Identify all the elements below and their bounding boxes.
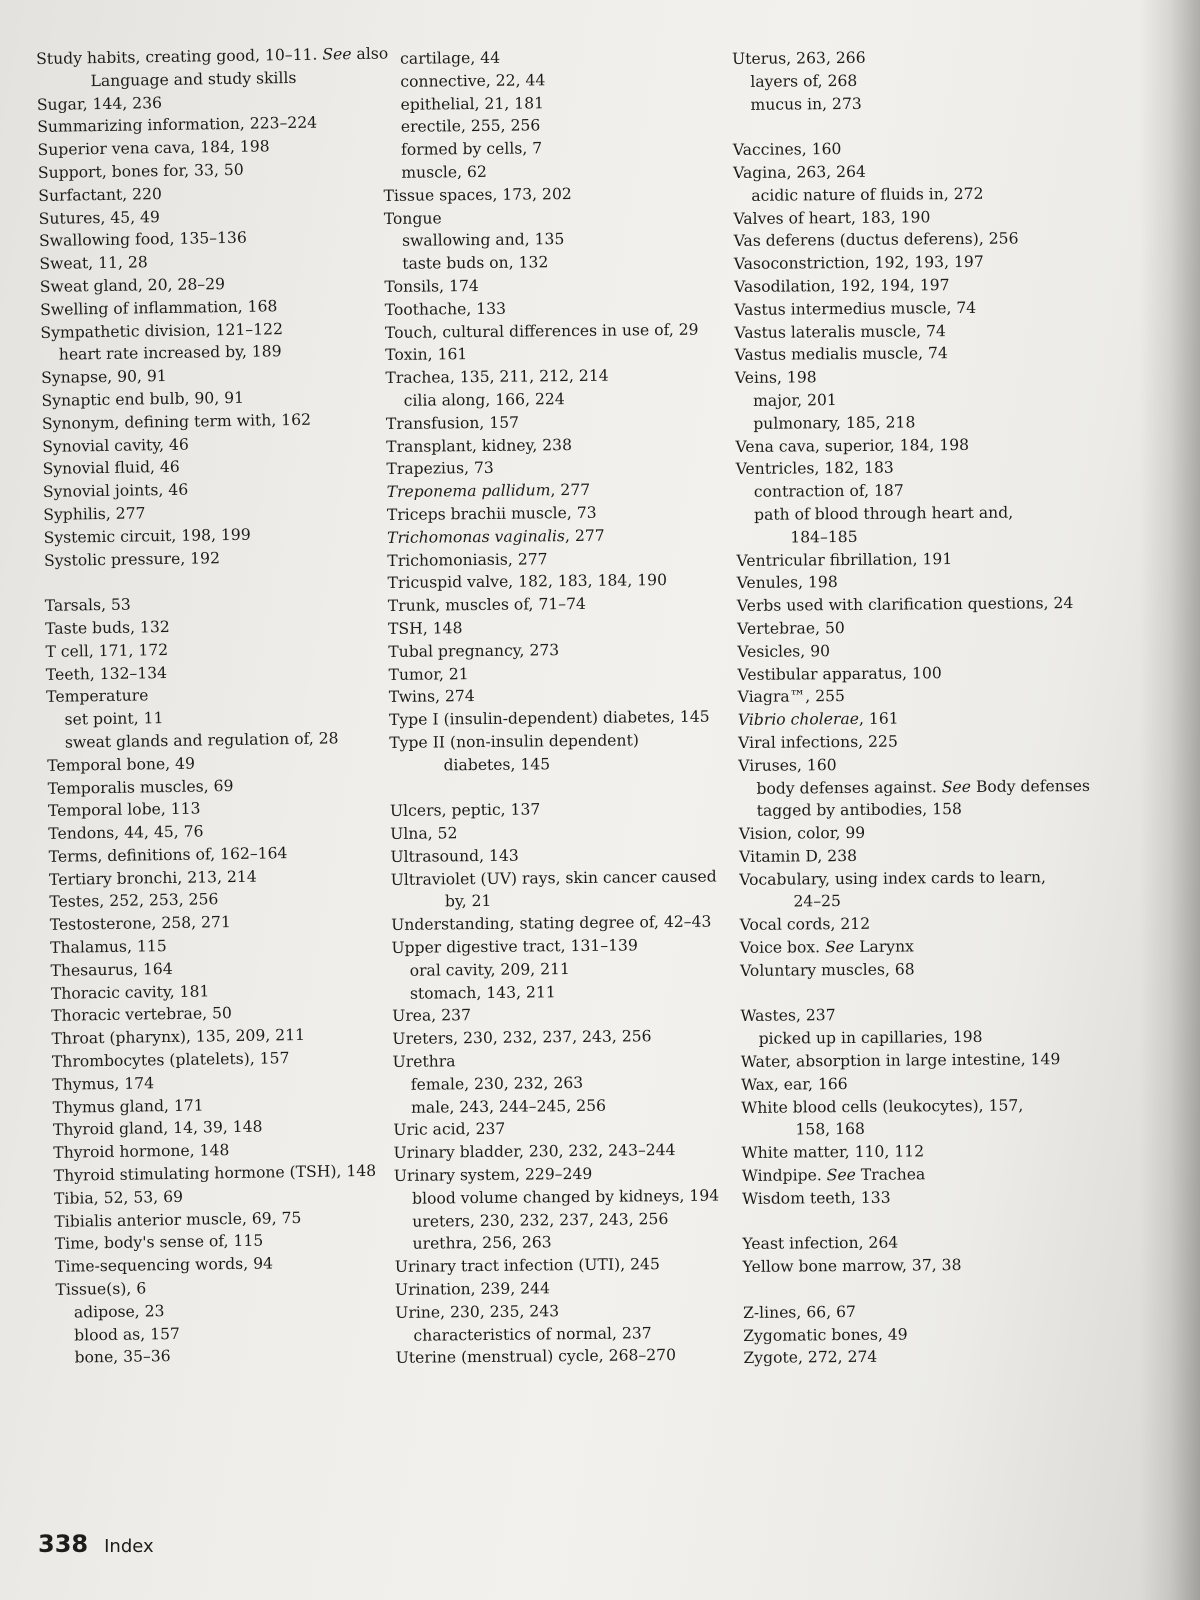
- index-entry: Tissue(s), 6: [55, 1279, 147, 1299]
- index-subentry: cartilage, 44: [400, 48, 501, 68]
- index-subentry: male, 243, 244–245, 256: [411, 1096, 607, 1117]
- index-entry: Tendons, 44, 45, 76: [48, 822, 204, 843]
- index-entry: Support, bones for, 33, 50: [37, 160, 244, 182]
- index-entry: Venules, 198: [736, 573, 838, 593]
- index-subentry: by, 21: [444, 892, 492, 911]
- index-subentry: path of blood through heart and,: [753, 503, 1014, 524]
- index-entry: Urinary tract infection (UTI), 245: [394, 1255, 660, 1277]
- index-entry: Synovial fluid, 46: [42, 458, 180, 479]
- index-subentry: formed by cells, 7: [400, 139, 543, 159]
- index-entry: Superior vena cava, 184, 198: [37, 137, 270, 160]
- index-entry: Valves of heart, 183, 190: [733, 207, 931, 228]
- index-entry: Vaccines, 160: [732, 140, 842, 160]
- index-entry: Wastes, 237: [740, 1006, 836, 1026]
- index-entry: Viral infections, 225: [737, 732, 898, 752]
- index-subentry: adipose, 23: [73, 1301, 165, 1322]
- index-entry: Sweat, 11, 28: [39, 253, 148, 274]
- index-section-gap: [743, 1276, 1103, 1302]
- index-entry: Synapse, 90, 91: [41, 367, 167, 388]
- index-entry: Ulcers, peptic, 137: [389, 800, 541, 821]
- index-subentry: taste buds on, 132: [402, 253, 549, 273]
- index-subentry: 158, 168: [795, 1120, 865, 1139]
- index-entry: Swelling of inflammation, 168: [39, 297, 278, 319]
- index-entry: Yeast infection, 264: [742, 1234, 899, 1254]
- index-entry: Vastus lateralis muscle, 74: [734, 321, 946, 342]
- index-entry: Urea, 237: [392, 1006, 472, 1026]
- index-entry: Transfusion, 157: [385, 413, 520, 433]
- index-subentry: blood volume changed by kidneys, 194: [411, 1186, 720, 1208]
- page-edge-shadow: [1140, 0, 1200, 1600]
- index-entry: Toothache, 133: [384, 299, 507, 319]
- index-subentry: acidic nature of fluids in, 272: [751, 184, 984, 205]
- index-subentry: major, 201: [753, 391, 837, 410]
- index-entry: Vocal cords, 212: [739, 915, 871, 935]
- index-entry: Tongue: [383, 208, 442, 228]
- index-entry: Time, body's sense of, 115: [54, 1232, 264, 1254]
- index-entry: Urination, 239, 244: [394, 1279, 551, 1299]
- index-entry: Type I (insulin-dependent) diabetes, 145: [388, 707, 710, 730]
- index-entry: Tibialis anterior muscle, 69, 75: [54, 1208, 302, 1231]
- index-entry: Ureters, 230, 232, 237, 243, 256: [392, 1027, 652, 1049]
- index-entry: Vision, color, 99: [738, 823, 866, 844]
- index-entry: Wax, ear, 166: [740, 1074, 848, 1094]
- page-footer: [38, 1530, 154, 1558]
- index-entry: Uterus, 263, 266: [732, 48, 866, 68]
- index-subentry: bone, 35–36: [74, 1347, 171, 1367]
- index-entry: Surfactant, 220: [38, 184, 162, 205]
- index-entry: Sympathetic division, 121–122: [40, 319, 284, 342]
- index-subentry: layers of, 268: [750, 71, 858, 91]
- index-entry: Thyroid gland, 14, 39, 148: [52, 1118, 263, 1140]
- index-entry: Sugar, 144, 236: [36, 93, 163, 114]
- index-entry: Temporal bone, 49: [47, 754, 196, 775]
- index-subentry: stomach, 143, 211: [409, 982, 556, 1003]
- index-entry: Vibrio cholerae, 161: [737, 709, 899, 730]
- index-entry: Tonsils, 174: [384, 276, 479, 296]
- index-entry: Urinary system, 229–249: [393, 1164, 593, 1185]
- index-entry: Transplant, kidney, 238: [386, 435, 573, 456]
- index-entry: TSH, 148: [387, 619, 463, 638]
- index-entry: Thoracic cavity, 181: [50, 982, 210, 1003]
- index-subentry: characteristics of normal, 237: [413, 1323, 652, 1345]
- index-entry: Ultraviolet (UV) rays, skin cancer caused: [390, 867, 717, 889]
- index-subentry: muscle, 62: [401, 162, 487, 182]
- index-entry: T cell, 171, 172: [45, 640, 169, 661]
- index-entry: Triceps brachii muscle, 73: [386, 503, 597, 524]
- index-entry: Systemic circuit, 198, 199: [43, 525, 251, 547]
- index-section-gap: [733, 113, 1093, 139]
- index-entry: Vocabulary, using index cards to learn,: [739, 867, 1047, 889]
- index-entry: Viagra™, 255: [737, 687, 846, 707]
- index-entry: Yellow bone marrow, 37, 38: [742, 1256, 962, 1277]
- index-subentry: epithelial, 21, 181: [400, 93, 545, 114]
- index-entry: Voice box. See Larynx: [739, 937, 914, 958]
- index-entry: Vagina, 263, 264: [733, 162, 866, 182]
- index-subentry: Language and study skills: [90, 68, 297, 90]
- index-entry: Tarsals, 53: [44, 595, 131, 616]
- running-title: Index: [104, 1536, 154, 1557]
- index-entry: Urethra: [392, 1052, 456, 1072]
- index-entry: Trachea, 135, 211, 212, 214: [385, 366, 609, 388]
- index-entry: Thoracic vertebrae, 50: [51, 1004, 233, 1026]
- index-entry: Sweat gland, 20, 28–29: [39, 275, 226, 296]
- index-subentry: female, 230, 232, 263: [410, 1073, 584, 1094]
- index-entry: Wisdom teeth, 133: [741, 1188, 891, 1208]
- index-subentry: urethra, 256, 263: [412, 1233, 552, 1254]
- index-subentry: tagged by antibodies, 158: [756, 800, 963, 821]
- index-subentry: swallowing and, 135: [401, 230, 565, 251]
- index-subentry: sweat glands and regulation of, 28: [64, 729, 339, 752]
- index-entry: Tubal pregnancy, 273: [388, 640, 560, 661]
- index-entry: Thymus gland, 171: [52, 1096, 204, 1117]
- index-entry: Verbs used with clarification questions, 24: [736, 594, 1074, 616]
- index-entry: Testes, 252, 253, 256: [49, 890, 219, 912]
- index-entry: Synovial cavity, 46: [42, 435, 189, 456]
- index-column-3: [732, 45, 1104, 1370]
- index-entry: Vesicles, 90: [737, 641, 831, 661]
- index-entry: Vestibular apparatus, 100: [737, 663, 942, 684]
- index-subentry: picked up in capillaries, 198: [758, 1028, 983, 1049]
- index-entry: Veins, 198: [734, 368, 817, 388]
- index-entry: Tibia, 52, 53, 69: [53, 1187, 184, 1208]
- index-entry: Synovial joints, 46: [42, 480, 189, 502]
- index-entry: Tertiary bronchi, 213, 214: [48, 867, 257, 889]
- index-entry: Uterine (menstrual) cycle, 268–270: [395, 1346, 677, 1368]
- index-entry: Urine, 230, 235, 243: [395, 1302, 560, 1322]
- index-entry: Thesaurus, 164: [50, 959, 173, 980]
- index-subentry: cilia along, 166, 224: [403, 390, 565, 410]
- index-entry: Treponema pallidum, 277: [386, 480, 591, 502]
- index-entry: Uric acid, 237: [393, 1120, 506, 1140]
- index-entry: Ventricular fibrillation, 191: [736, 549, 953, 570]
- index-entry: Water, absorption in large intestine, 149: [740, 1050, 1061, 1072]
- index-entry: Vasodilation, 192, 194, 197: [734, 276, 950, 296]
- index-subentry: 24–25: [793, 892, 842, 911]
- index-entry: Trichomonas vaginalis, 277: [387, 526, 605, 547]
- index-entry: Terms, definitions of, 162–164: [48, 844, 288, 866]
- index-subentry: diabetes, 145: [443, 754, 551, 775]
- index-entry: Vasoconstriction, 192, 193, 197: [733, 252, 984, 274]
- index-entry: Ultrasound, 143: [390, 846, 519, 866]
- index-subentry: ureters, 230, 232, 237, 243, 256: [412, 1209, 669, 1231]
- index-entry: White matter, 110, 112: [741, 1142, 925, 1163]
- index-entry: Ulna, 52: [390, 824, 458, 844]
- index-entry: Systolic pressure, 192: [43, 548, 221, 570]
- index-entry: Trichomoniasis, 277: [387, 549, 548, 570]
- index-entry: Vena cava, superior, 184, 198: [735, 435, 970, 456]
- index-entry: Z-lines, 66, 67: [742, 1302, 856, 1322]
- index-section-gap: [740, 979, 1100, 1005]
- index-subentry: connective, 22, 44: [400, 71, 546, 91]
- index-entry: Synaptic end bulb, 90, 91: [41, 388, 245, 410]
- index-subentry: erectile, 255, 256: [400, 116, 541, 137]
- index-subentry: oral cavity, 209, 211: [409, 959, 571, 980]
- index-subentry: blood as, 157: [74, 1324, 181, 1345]
- index-entry: Upper digestive tract, 131–139: [391, 936, 638, 958]
- page-number: 338: [38, 1530, 89, 1558]
- index-entry: Synonym, defining term with, 162: [41, 410, 312, 433]
- index-entry: Zygomatic bones, 49: [743, 1325, 908, 1345]
- index-entry: Vertebrae, 50: [736, 618, 845, 638]
- index-entry: Vastus intermedius muscle, 74: [734, 298, 977, 319]
- index-subentry: contraction of, 187: [753, 481, 904, 501]
- index-entry: Ventricles, 182, 183: [735, 458, 894, 479]
- index-entry: Viruses, 160: [738, 755, 837, 775]
- index-entry: Study habits, creating good, 10–11. See also: [36, 44, 389, 68]
- index-entry: Throat (pharynx), 135, 209, 211: [51, 1026, 306, 1049]
- index-entry: Voluntary muscles, 68: [739, 960, 915, 980]
- index-entry: Trapezius, 73: [386, 459, 494, 479]
- index-entry: Vas deferens (ductus deferens), 256: [733, 229, 1019, 251]
- index-entry: Urinary bladder, 230, 232, 243–244: [393, 1141, 676, 1163]
- index-entry: Summarizing information, 223–224: [37, 113, 318, 137]
- index-entry: Vitamin D, 238: [738, 846, 858, 866]
- index-entry: Understanding, stating degree of, 42–43: [391, 912, 712, 935]
- index-entry: Zygote, 272, 274: [743, 1348, 878, 1368]
- index-entry: Temporal lobe, 113: [47, 799, 201, 821]
- index-entry: Touch, cultural differences in use of, 29: [384, 320, 699, 342]
- index-entry: Thyroid hormone, 148: [53, 1141, 230, 1163]
- index-entry: Temperature: [46, 686, 149, 707]
- index-entry: Time-sequencing words, 94: [55, 1254, 274, 1277]
- index-column-2: [382, 44, 756, 1370]
- index-column-1: [36, 42, 417, 1370]
- index-entry: Trunk, muscles of, 71–74: [387, 595, 586, 616]
- index-entry: Thalamus, 115: [49, 937, 167, 957]
- index-subentry: 184–185: [790, 527, 858, 547]
- index-entry: Teeth, 132–134: [45, 663, 168, 684]
- index-subentry: pulmonary, 185, 218: [753, 413, 916, 433]
- index-subentry: body defenses against. See Body defenses: [756, 776, 1091, 798]
- index-subentry: set point, 11: [64, 709, 164, 729]
- index-entry: Thymus, 174: [52, 1074, 155, 1094]
- index-entry: Twins, 274: [388, 687, 475, 707]
- index-entry: Testosterone, 258, 271: [49, 913, 231, 935]
- index-entry: Windpipe. See Trachea: [741, 1165, 926, 1186]
- index-subentry: mucus in, 273: [750, 94, 862, 114]
- index-entry: Tissue spaces, 173, 202: [383, 184, 572, 205]
- index-entry: Tricuspid valve, 182, 183, 184, 190: [387, 571, 668, 593]
- index-entry: White blood cells (leukocytes), 157,: [741, 1096, 1024, 1117]
- index-entry: Syphilis, 277: [43, 504, 146, 524]
- index-entry: Swallowing food, 135–136: [38, 229, 247, 251]
- index-entry: Thyroid stimulating hormone (TSH), 148: [53, 1161, 377, 1185]
- index-subentry: heart rate increased by, 189: [58, 342, 282, 365]
- index-entry: Temporalis muscles, 69: [47, 776, 234, 798]
- index-section-gap: [742, 1207, 1102, 1233]
- index-entry: Toxin, 161: [385, 345, 468, 365]
- index-entry: Tumor, 21: [388, 664, 469, 684]
- index-entry: Type II (non-insulin dependent): [389, 731, 639, 752]
- index-entry: Sutures, 45, 49: [38, 207, 161, 228]
- index-entry: Taste buds, 132: [44, 617, 170, 638]
- index-entry: Vastus medialis muscle, 74: [734, 344, 948, 365]
- index-entry: Thrombocytes (platelets), 157: [51, 1049, 290, 1071]
